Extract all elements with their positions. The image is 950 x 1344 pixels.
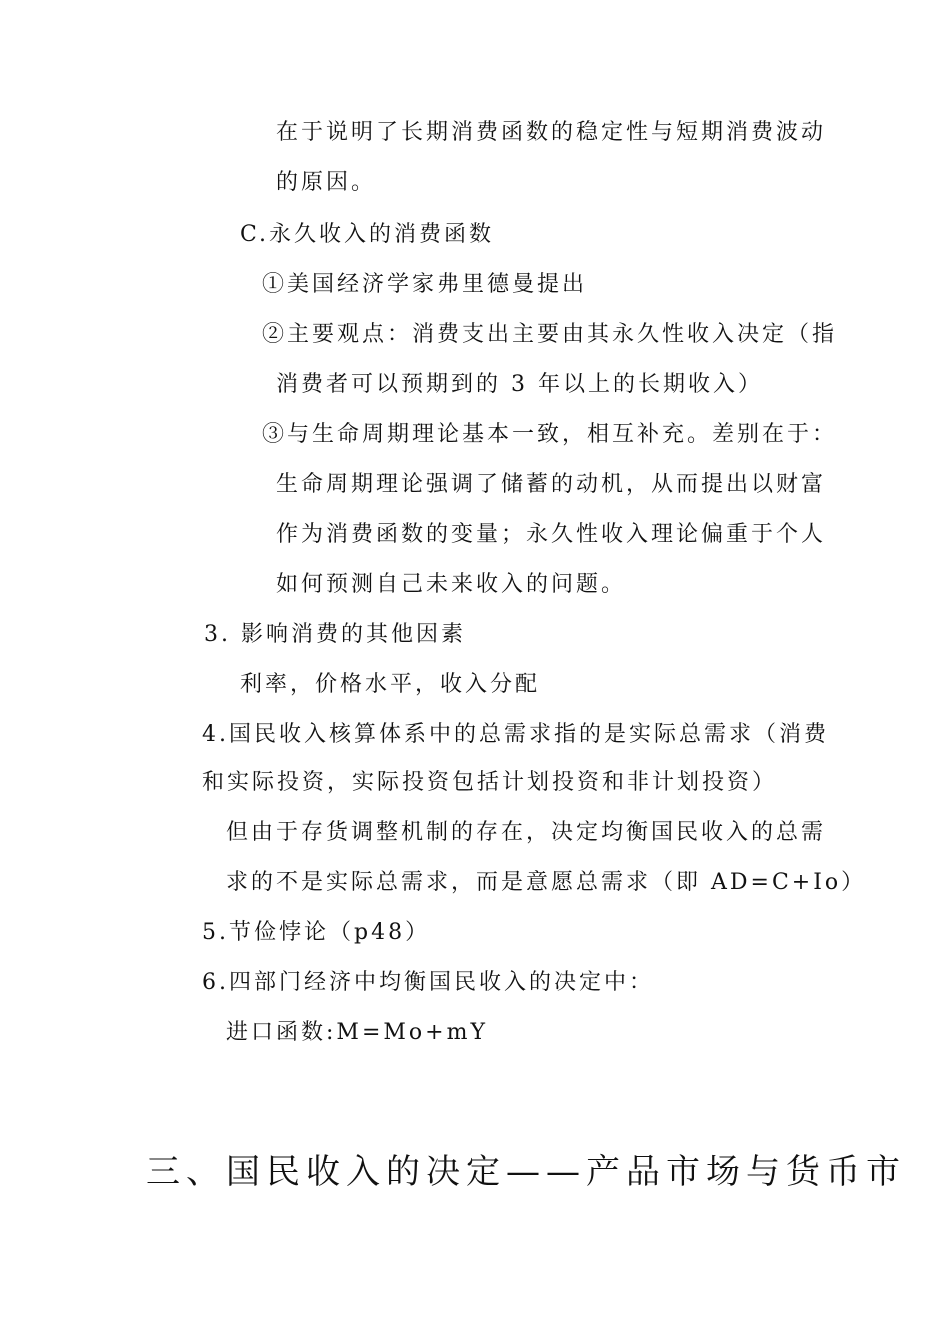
text-line: 进口函数:M=Mo+mY <box>226 1020 488 1045</box>
text-line: ②主要观点：消费支出主要由其永久性收入决定（指 <box>262 322 838 347</box>
text-line: 作为消费函数的变量；永久性收入理论偏重于个人 <box>276 522 827 547</box>
text-line: ①美国经济学家弗里德曼提出 <box>262 272 588 297</box>
section-heading: 三、国民收入的决定——产品市场与货币市 <box>146 1152 906 1192</box>
text-line: C.永久收入的消费函数 <box>240 222 495 247</box>
text-line: 6.四部门经济中均衡国民收入的决定中： <box>202 970 654 995</box>
text-line: 的原因。 <box>276 170 377 195</box>
text-line: 4.国民收入核算体系中的总需求指的是实际总需求（消费 <box>202 722 829 747</box>
text-line: 在于说明了长期消费函数的稳定性与短期消费波动 <box>276 120 827 145</box>
text-line: 如何预测自己未来收入的问题。 <box>276 572 627 597</box>
text-line: 求的不是实际总需求，而是意愿总需求（即 AD=C+Io） <box>226 870 867 895</box>
text-line: 消费者可以预期到的 3 年以上的长期收入） <box>276 372 763 397</box>
text-line: 但由于存货调整机制的存在，决定均衡国民收入的总需 <box>226 820 827 845</box>
text-line: 5.节俭悖论（p48） <box>202 920 431 945</box>
text-line: ③与生命周期理论基本一致，相互补充。差别在于： <box>262 422 838 447</box>
text-line: 3. 影响消费的其他因素 <box>204 622 466 647</box>
text-line: 和实际投资，实际投资包括计划投资和非计划投资） <box>202 770 778 795</box>
text-line: 生命周期理论强调了储蓄的动机，从而提出以财富 <box>276 472 827 497</box>
text-line: 利率，价格水平，收入分配 <box>240 672 541 697</box>
